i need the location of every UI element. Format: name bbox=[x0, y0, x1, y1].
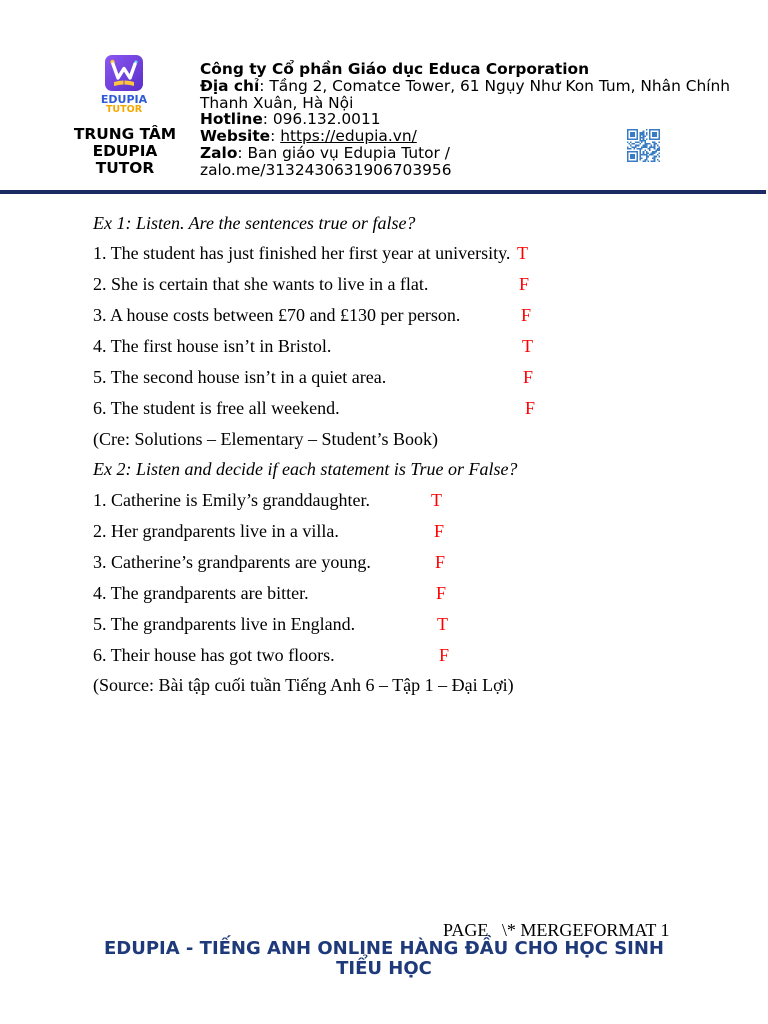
question-row bbox=[93, 393, 693, 424]
hotline-value: : 096.132.0011 bbox=[262, 110, 381, 129]
question-row bbox=[93, 640, 693, 671]
zalo-label: Zalo bbox=[200, 143, 238, 162]
edupia-logo-icon bbox=[100, 53, 148, 93]
hotline-label: Hotline bbox=[200, 110, 263, 129]
question-row bbox=[93, 547, 693, 578]
question-row bbox=[93, 516, 693, 547]
address-label: Địa chỉ bbox=[200, 76, 260, 95]
company-name: Công ty Cổ phần Giáo dục Educa Corporation bbox=[200, 60, 590, 78]
zalo-line-2: zalo.me/3132430631906703956 bbox=[200, 160, 452, 179]
answer-mark: T bbox=[517, 243, 528, 264]
question-text: 3. Catherine’s grandparents are young. bbox=[93, 551, 371, 572]
question-text: 6. The student is free all weekend. bbox=[93, 397, 340, 418]
website-link[interactable]: https://edupia.vn/ bbox=[280, 127, 417, 146]
question-row bbox=[93, 300, 693, 331]
question-text: 1. Catherine is Emily’s granddaughter. bbox=[93, 490, 370, 511]
answer-mark: T bbox=[437, 613, 448, 634]
question-row bbox=[93, 609, 693, 640]
website-label: Website bbox=[200, 127, 271, 146]
zalo-value: : Ban giáo vụ Edupia Tutor / bbox=[237, 143, 450, 162]
center-name-line: TUTOR bbox=[95, 158, 155, 177]
question-row bbox=[93, 238, 693, 269]
page-number-field: PAGE \* MERGEFORMAT 1 bbox=[443, 920, 670, 940]
question-text: 5. The grandparents live in England. bbox=[93, 613, 356, 634]
answer-mark: F bbox=[521, 305, 532, 326]
center-name-line: EDUPIA bbox=[92, 141, 158, 160]
question-text: 1. The student has just finished her first year at university. bbox=[93, 243, 511, 264]
question-text: 2. She is certain that she wants to live in a flat. bbox=[93, 274, 429, 295]
question-text: 5. The second house isn’t in a quiet area. bbox=[93, 366, 387, 387]
exercise-2-title: Ex 2: Listen and decide if each statement is True or False? bbox=[93, 459, 518, 480]
question-text: 4. The first house isn’t in Bristol. bbox=[93, 335, 332, 356]
answer-mark: F bbox=[436, 582, 447, 603]
header-divider bbox=[0, 190, 766, 194]
address-line bbox=[200, 78, 730, 95]
footer-tagline bbox=[0, 939, 768, 979]
website-separator: : bbox=[270, 127, 281, 146]
answer-mark: F bbox=[523, 366, 534, 387]
answer-mark: F bbox=[525, 397, 536, 418]
address-value: : Tầng 2, Comatce Tower, 61 Ngụy Như Kon Tum, Nhân Chính bbox=[259, 76, 731, 95]
answer-mark: F bbox=[435, 551, 446, 572]
exercise-1-title: Ex 1: Listen. Are the sentences true or false? bbox=[93, 212, 416, 233]
answer-mark: T bbox=[522, 335, 533, 356]
exercise-2-source: (Source: Bài tập cuối tuần Tiếng Anh 6 – Tập 1 – Đại Lợi) bbox=[93, 675, 514, 696]
logo-sub-text: TUTOR bbox=[105, 104, 143, 115]
center-name bbox=[60, 126, 190, 177]
exercise-1-credit: (Cre: Solutions – Elementary – Student’s Book) bbox=[93, 428, 438, 449]
question-row bbox=[93, 578, 693, 609]
question-text: 4. The grandparents are bitter. bbox=[93, 582, 309, 603]
hotline-line bbox=[200, 111, 730, 128]
question-text: 6. Their house has got two floors. bbox=[93, 644, 335, 665]
answer-mark: F bbox=[519, 274, 530, 295]
answer-mark: F bbox=[434, 521, 445, 542]
answer-mark: F bbox=[439, 644, 450, 665]
question-row bbox=[93, 269, 693, 300]
question-row bbox=[93, 362, 693, 393]
exercise-content bbox=[93, 208, 693, 702]
center-name-line: TRUNG TÂM bbox=[73, 124, 177, 143]
question-row bbox=[93, 331, 693, 362]
address-line-2: Thanh Xuân, Hà Nội bbox=[200, 93, 354, 112]
question-text: 2. Her grandparents live in a villa. bbox=[93, 521, 339, 542]
question-text: 3. A house costs between £70 and £130 per person. bbox=[93, 305, 461, 326]
answer-mark: T bbox=[431, 490, 442, 511]
footer-tagline-line: EDUPIA - TIẾNG ANH ONLINE HÀNG ĐẦU CHO HỌC SINH bbox=[103, 938, 664, 960]
footer-tagline-line: TIỂU HỌC bbox=[336, 958, 432, 980]
question-row bbox=[93, 485, 693, 516]
qr-code bbox=[627, 129, 660, 162]
logo-brand-text: EDUPIA bbox=[100, 93, 148, 106]
